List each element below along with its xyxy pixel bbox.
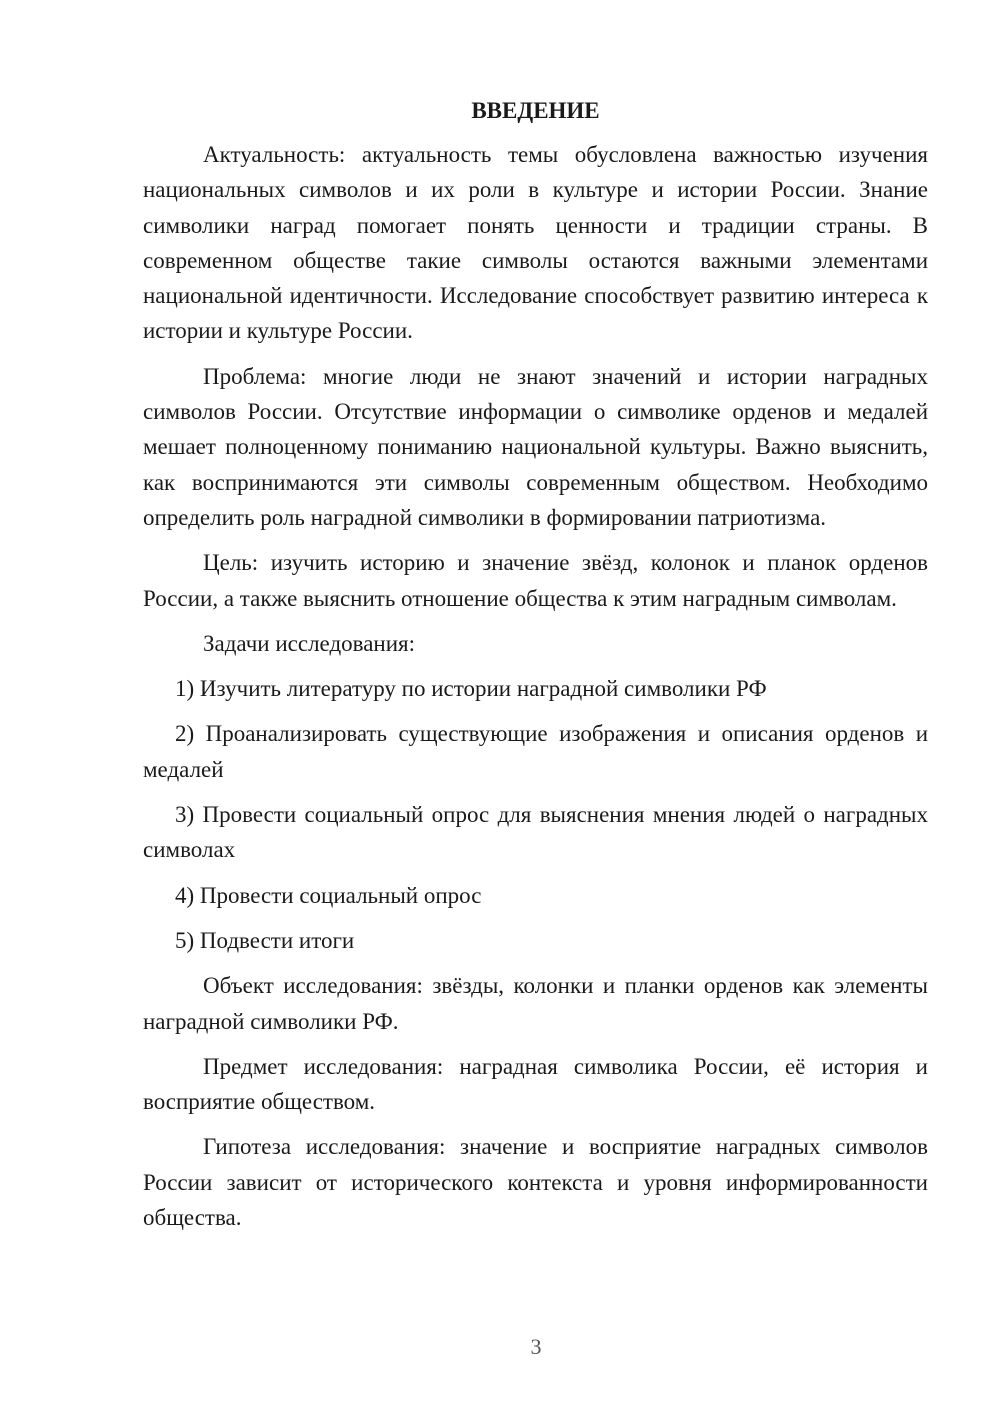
task-item-1: 1) Изучить литературу по истории наградной символики РФ [175,676,767,702]
paragraph-hypothesis: Гипотеза исследования: значение и восприятие наградных символов России зависит от исторического контекста и уровня информированности общества. [143,1134,928,1231]
task-item-4: 4) Провести социальный опрос [175,882,482,908]
task-item-2: 2) Проанализировать существующие изображения и описания орденов и медалей [143,721,928,782]
paragraph-tasks-heading: Задачи исследования: [203,630,416,656]
task-item-5: 5) Подвести итоги [175,927,355,953]
paragraph-subject: Предмет исследования: наградная символика России, её история и восприятие обществом. [143,1053,928,1115]
document-body [143,95,928,1235]
paragraph-relevance: Актуальность: актуальность темы обусловлена важностью изучения национальных символов и их роли в культуре и истории России. Знание символики наград помогает понять ценности и традиции страны. В современном обществе такие символы остаются важными элементами национальной идентичности. Исследование способствует развитию интереса к истории и культуре России. [143,142,928,344]
paragraph-problem: Проблема: многие люди не знают значений и истории наградных символов России. Отсутствие информации о символике орденов и медалей мешает полноценному пониманию национальной культуры. Важно выяснить, как воспринимаются эти символы современным обществом. Необходимо определить роль наградной символики в формировании патриотизма. [143,363,928,530]
tasks-list [143,671,928,958]
paragraph-object: Объект исследования: звёзды, колонки и планки орденов как элементы наградной символики РФ. [143,973,928,1034]
task-item-3: 3) Провести социальный опрос для выяснения мнения людей о наградных символах [143,802,928,863]
paragraph-goal: Цель: изучить историю и значение звёзд, колонок и планок орденов России, а также выяснить отношение общества к этим наградным символам. [143,550,928,611]
page-title: ВВЕДЕНИЕ [471,98,600,123]
page-number: 3 [530,1334,542,1359]
